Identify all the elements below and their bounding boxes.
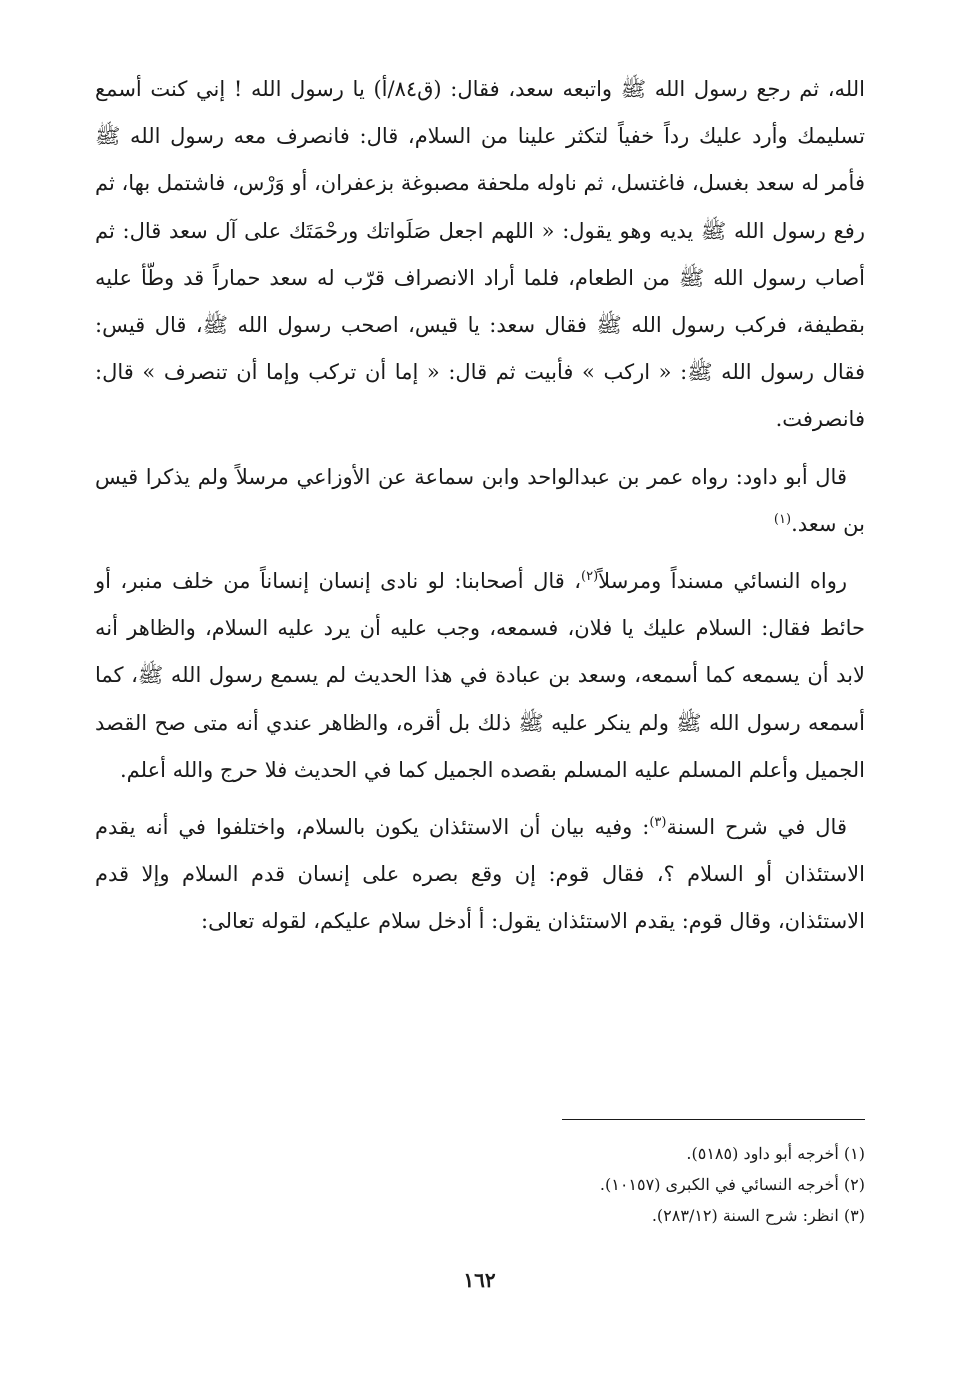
page-number: ١٦٢: [463, 1268, 496, 1292]
paragraph-text: قال أبو داود: رواه عمر بن عبدالواحد وابن سماعة عن الأوزاعي مرسلاً ولم يذكرا قيس بن سعد.: [95, 464, 865, 536]
footnotes: [95, 1138, 865, 1231]
paragraph-abu-dawud: [95, 454, 865, 548]
footnote-mark: (١): [773, 511, 792, 527]
footnote-mark: (٢): [581, 569, 599, 585]
paragraph-text: قال في شرح السنة: [666, 815, 847, 840]
paragraph-nasai: [95, 558, 865, 794]
paragraph-sharh-sunna: [95, 804, 865, 946]
footnote-3: (٣) انظر: شرح السنة (٢٨٣/١٢).: [651, 1206, 865, 1225]
footnote-divider: [562, 1119, 865, 1120]
paragraph-hadith: [95, 66, 865, 444]
footnote-1: (١) أخرجه أبو داود (٥١٨٥).: [686, 1144, 865, 1163]
paragraph-text: الله، ثم رجع رسول الله ﷺ واتبعه سعد، فقال: (ق٨٤/أ) يا رسول الله ! إني كنت أسمع تسليمك وأرد عليك رداً خفياً لتكثر علينا من السلام، قال: فانصرف معه رسول الله ﷺ فأمر له سعد بغسل، فاغتسل، ثم ناوله ملحفة مصبوغة بزعفران، أو وَرْس، فاشتمل بها، ثم رفع رسول الله ﷺ يديه وهو يقول: « اللهم اجعل صَلَواتك ورحْمَتَك على آل سعد قال: ثم أصاب رسول الله ﷺ من الطعام، فلما أراد الانصراف قرّب له سعد حماراً قد وطّأ عليه بقطيفة، فركب رسول الله ﷺ فقال سعد: يا قيس، اصحب رسول الله ﷺ، قال قيس: فقال رسول الله ﷺ: « اركب » فأبيت ثم قال: « إما أن تركب وإما أن تنصرف » قال: فانصرفت.: [95, 77, 865, 432]
footnote-2: (٢) أخرجه النسائي في الكبرى (١٠١٥٧).: [599, 1175, 865, 1194]
paragraph-text: : وفيه بيان أن الاستئذان يكون بالسلام، واختلفوا في أنه يقدم الاستئذان أو السلام ؟، فقال قوم: إن وقع بصره على إنسان قدم السلام وإلا قدم الاستئذان، وقال قوم: يقدم الاستئذان يقول: أ أدخل سلام عليكم، لقوله تعالى:: [95, 815, 865, 934]
main-text: [95, 66, 865, 946]
paragraph-text: رواه النسائي مسنداً ومرسلاً: [598, 569, 847, 594]
paragraph-text: ، قال أصحابنا: لو نادى إنسان إنساناً من خلف منبر، أو حائط فقال: السلام عليك يا فلان، فسمعه، وجب عليه أن يرد عليه السلام، والظاهر أنه لابد أن يسمعه كما أسمعه، وسعد بن عبادة في هذا الحديث لم يسمع رسول الله ﷺ، كما أسمعه رسول الله ﷺ ولم ينكر عليه ﷺ ذلك بل أقره، والظاهر عندي أنه متى صح القصد الجميل وأعلم المسلم عليه المسلم بقصده الجميل كما في الحديث فلا حرج والله أعلم.: [95, 569, 865, 782]
footnote-mark: (٣): [649, 815, 667, 831]
